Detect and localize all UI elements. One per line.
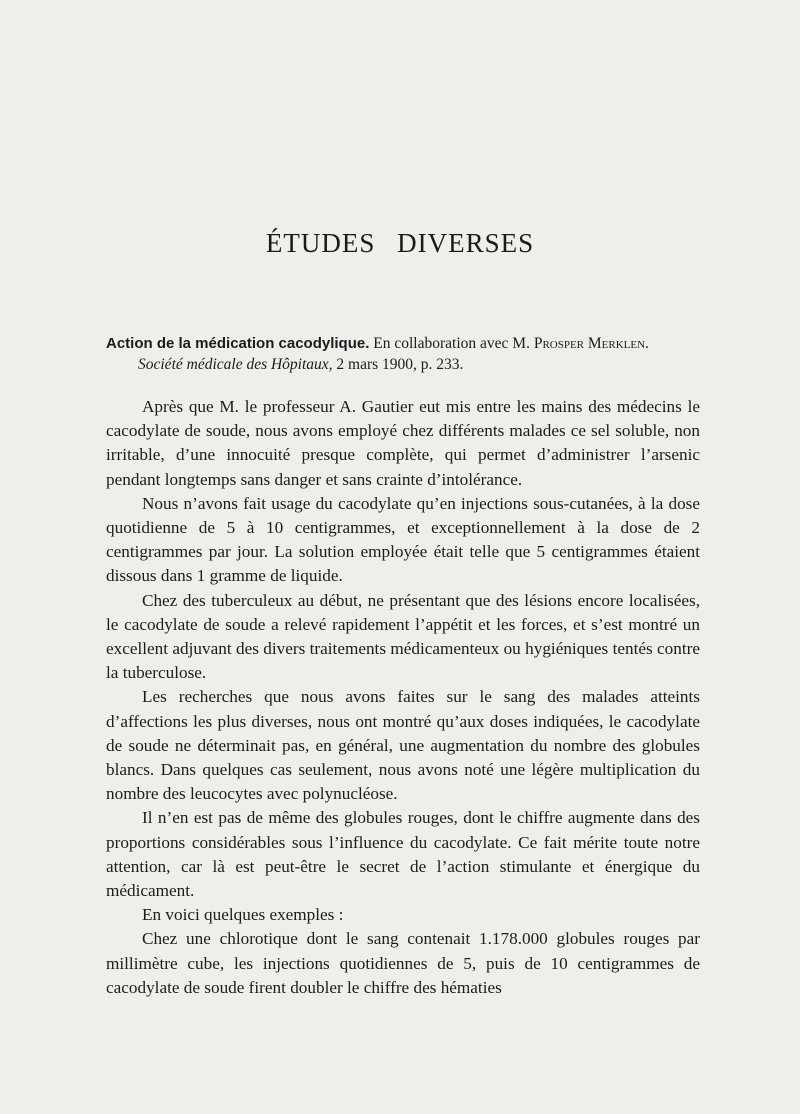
article-body <box>106 395 700 1000</box>
article-header <box>106 333 700 375</box>
journal-date-page: 2 mars 1900, p. 233. <box>336 356 464 373</box>
collaboration-prefix: En collaboration avec M. <box>373 335 530 352</box>
article-title: Action de la médication cacodylique. <box>106 335 370 352</box>
paragraph-2: Nous n’avons fait usage du cacodylate qu’en injections sous-cutanées, à la dose quotidienne de 5 à 10 centigrammes, et exceptionnellement à la dose de 2 centigrammes par jour. La solution employée était telle que 5 centigrammes étaient dissous dans 1 gramme de liquide. <box>106 493 700 586</box>
section-title: ÉTUDES DIVERSES <box>265 228 535 258</box>
collaborator-name: Prosper Merklen. <box>533 335 649 352</box>
paragraph-7: Chez une chlorotique dont le sang contenait 1.178.000 globules rouges par millimètre cube, les injections quotidiennes de 5, puis de 10 centigrammes de cacodylate de soude firent doubler le chiffre des hématies <box>106 929 700 997</box>
paragraph-4: Les recherches que nous avons faites sur le sang des malades atteints d’affections les plus diverses, nous ont montré qu’aux doses indiquées, le cacodylate de soude ne déterminait pas, en général, une augmentation du nombre des globules blancs. Dans quelques cas seulement, nous avons noté une légère multiplication du nombre des leucocytes avec polynucléose. <box>106 687 700 804</box>
journal-name: Société médicale des Hôpitaux, <box>138 356 333 373</box>
paragraph-5: Il n’en est pas de même des globules rouges, dont le chiffre augmente dans des proportions considérables sous l’influence du cacodylate. Ce fait mérite toute notre attention, car là est peut-être le secret de l’action stimulante et énergique du médicament. <box>106 808 700 901</box>
paragraph-1: Après que M. le professeur A. Gautier eut mis entre les mains des médecins le cacodylate de soude, nous avons employé chez différents malades ce sel soluble, non irritable, d’une innocuité presque complète, qui permet d’administrer l’arsenic pendant longtemps sans danger et sans crainte d’intolérance. <box>106 397 700 489</box>
article-source <box>106 354 700 375</box>
paragraph-3: Chez des tuberculeux au début, ne présentant que des lésions encore localisées, le cacodylate de soude a relevé rapidement l’appétit et les forces, et s’est montré un excellent adjuvant des divers traitements médicamenteux ou hygiéniques tentés contre la tuberculose. <box>106 590 700 683</box>
paragraph-6: En voici quelques exemples : <box>142 905 344 925</box>
